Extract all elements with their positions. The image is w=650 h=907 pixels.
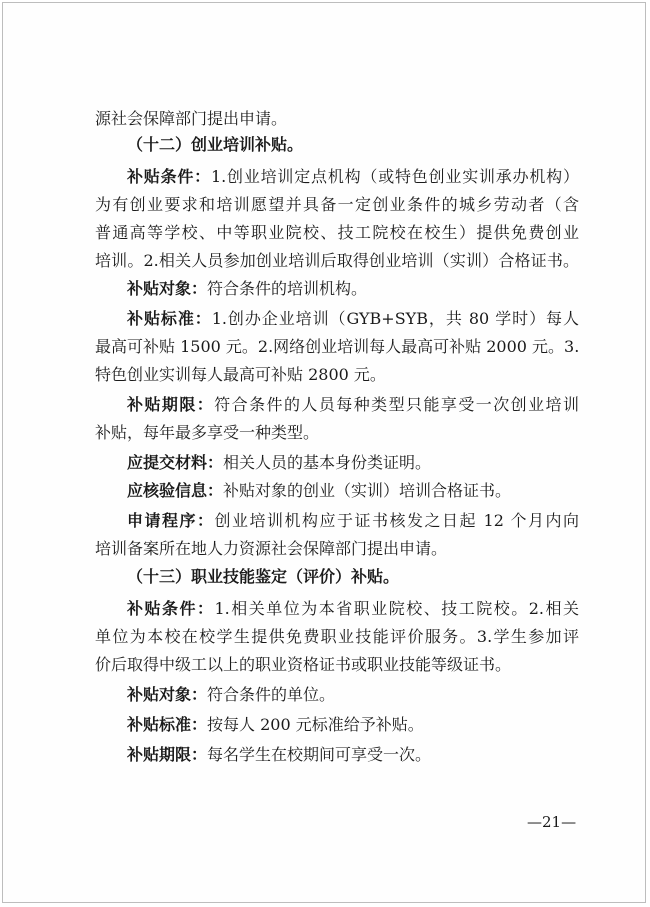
text-line bbox=[95, 423, 319, 443]
text-line bbox=[127, 685, 335, 705]
text-line bbox=[127, 599, 579, 619]
text-line bbox=[127, 453, 431, 473]
text-line bbox=[127, 745, 431, 765]
line-wrap bbox=[127, 511, 579, 531]
line-text: 每名学生在校期间可享受一次。 bbox=[207, 745, 432, 764]
text-line bbox=[95, 365, 386, 385]
text-line bbox=[127, 715, 424, 735]
line-text: 培训。2.相关人员参加创业培训后取得创业培训（实训）合格证书。 bbox=[95, 251, 579, 270]
text-line bbox=[95, 627, 579, 647]
text-line bbox=[95, 195, 579, 215]
line-text: 单位为本校在校学生提供免费职业技能评价服务。3.学生参加评 bbox=[95, 627, 579, 646]
line-text: 符合条件的单位。 bbox=[207, 685, 336, 704]
line-text: 补贴，每年最多享受一种类型。 bbox=[95, 423, 320, 442]
field-label: 应核验信息： bbox=[127, 481, 224, 500]
text-line bbox=[95, 337, 579, 357]
line-text: 价后取得中级工以上的职业资格证书或职业技能等级证书。 bbox=[95, 655, 512, 674]
field-label: 补贴期限： bbox=[127, 745, 208, 764]
line-text: 1.创业培训定点机构（或特色创业实训承办机构） bbox=[210, 167, 579, 186]
field-label: 申请程序： bbox=[127, 511, 215, 530]
line-text: 符合条件的人员每种类型只能享受一次创业培训 bbox=[214, 395, 579, 414]
text-line bbox=[127, 279, 367, 299]
field-label: 补贴对象： bbox=[127, 279, 208, 298]
line-wrap bbox=[127, 395, 579, 415]
line-text: 按每人 200 元标准给予补贴。 bbox=[207, 715, 424, 734]
text-line bbox=[95, 251, 579, 271]
line-text: 特色创业实训每人最高可补贴 2800 元。 bbox=[95, 365, 386, 384]
line-text: 1.相关单位为本省职业院校、技工院校。2.相关 bbox=[214, 599, 579, 618]
line-text: 符合条件的培训机构。 bbox=[207, 279, 368, 298]
line-text: 为有创业要求和培训愿望并具备一定创业条件的城乡劳动者（含 bbox=[95, 195, 579, 214]
line-text: 最高可补贴 1500 元。2.网络创业培训每人最高可补贴 2000 元。3. bbox=[95, 337, 580, 356]
line-text: 1.创办企业培训（GYB+SYB，共 80 学时）每人 bbox=[211, 309, 579, 328]
section-heading-12 bbox=[127, 135, 303, 155]
text-line bbox=[95, 223, 579, 243]
text-line bbox=[127, 309, 579, 329]
field-label: 补贴标准： bbox=[127, 715, 208, 734]
line-text: 普通高等学校、中等职业院校、技工院校在校生）提供免费创业 bbox=[95, 223, 579, 242]
text-line bbox=[127, 481, 511, 501]
line-text: 源社会保障部门提出申请。 bbox=[95, 109, 288, 128]
text-line bbox=[95, 539, 447, 559]
field-label: 补贴条件： bbox=[127, 599, 215, 618]
text-line bbox=[95, 655, 511, 675]
field-label: 补贴对象： bbox=[127, 685, 208, 704]
line-wrap bbox=[127, 309, 579, 329]
section-heading-13 bbox=[127, 567, 399, 587]
page-number: —21— bbox=[527, 813, 577, 831]
text-line bbox=[95, 109, 287, 129]
document-page bbox=[2, 2, 646, 903]
line-text: 补贴对象的创业（实训）培训合格证书。 bbox=[223, 481, 512, 500]
line-text: 相关人员的基本身份类证明。 bbox=[223, 453, 432, 472]
section-heading-text: （十三）职业技能鉴定（评价）补贴。 bbox=[127, 567, 400, 586]
field-label: 补贴标准： bbox=[127, 309, 212, 328]
section-heading-text: （十二）创业培训补贴。 bbox=[127, 135, 304, 154]
line-text: 培训备案所在地人力资源社会保障部门提出申请。 bbox=[95, 539, 448, 558]
line-wrap bbox=[127, 599, 579, 619]
field-label: 补贴条件： bbox=[127, 167, 211, 186]
line-text: 创业培训机构应于证书核发之日起 12 个月内向 bbox=[214, 511, 579, 530]
line-wrap bbox=[127, 167, 579, 187]
text-line bbox=[127, 511, 579, 531]
field-label: 补贴期限： bbox=[127, 395, 215, 414]
field-label: 应提交材料： bbox=[127, 453, 224, 472]
text-line bbox=[127, 167, 579, 187]
text-line bbox=[127, 395, 579, 415]
